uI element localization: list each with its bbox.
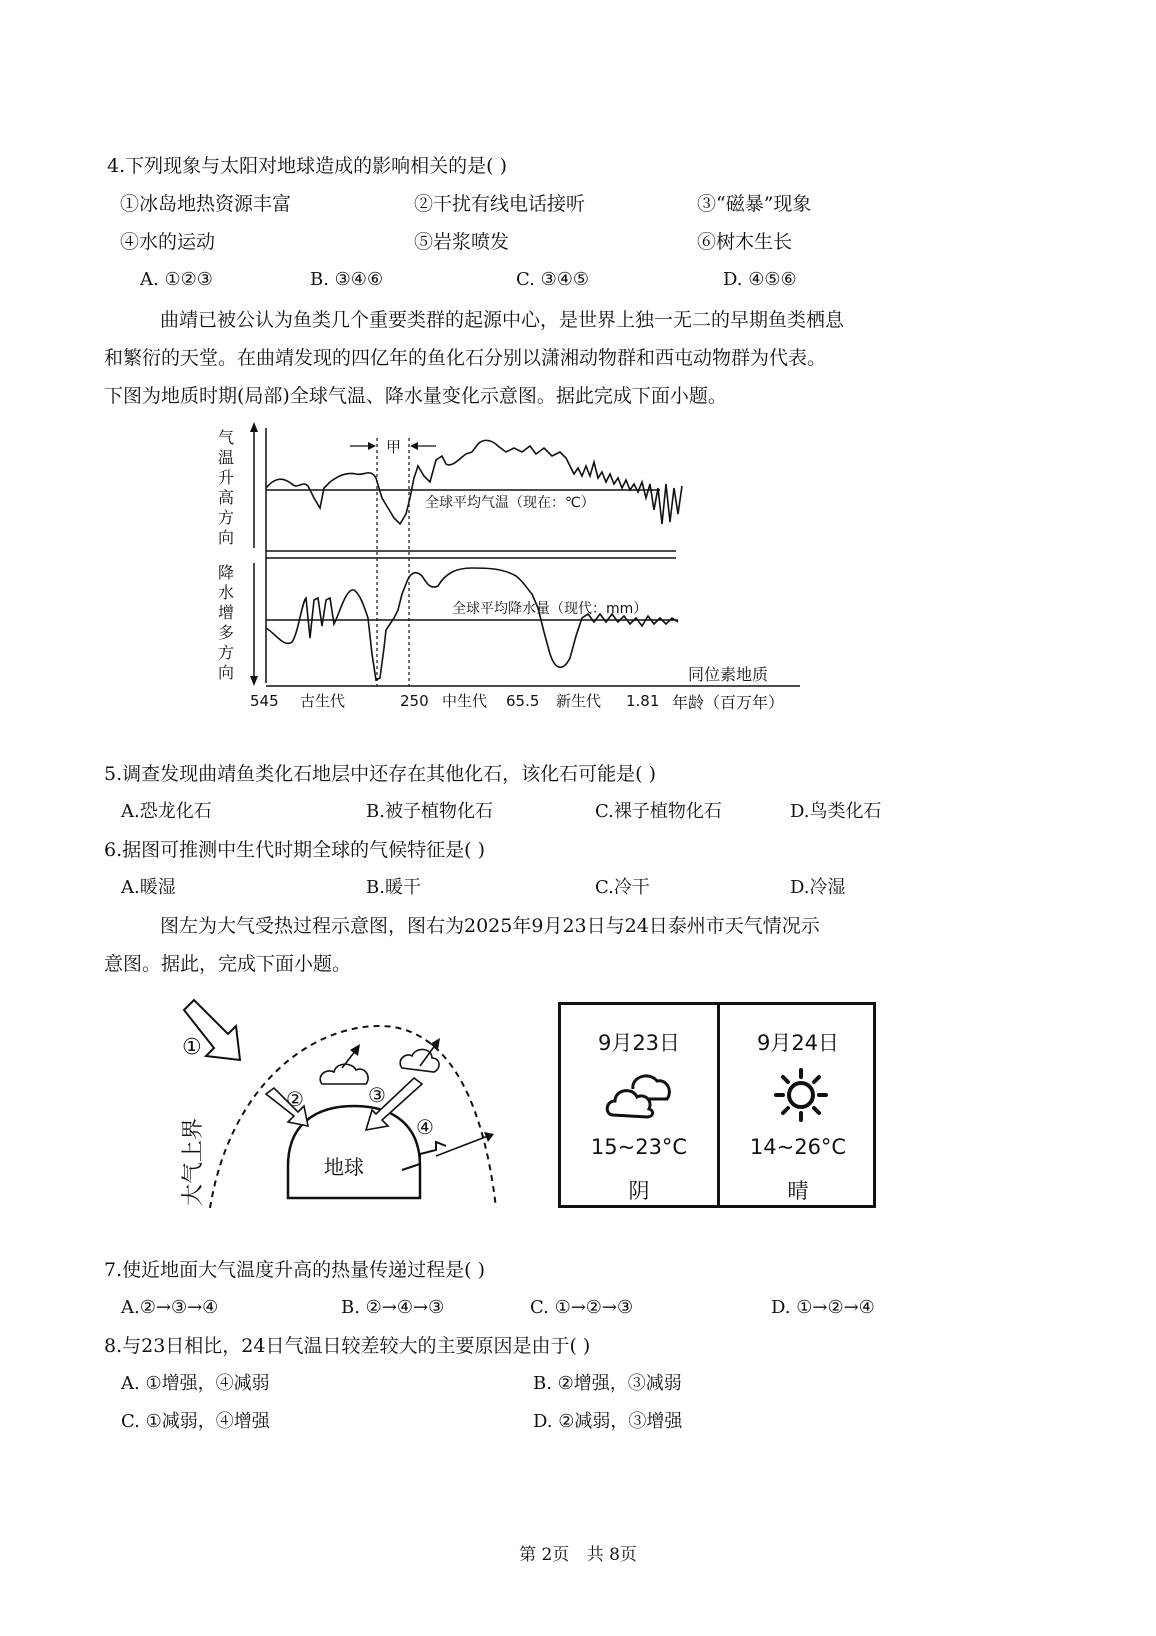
precip-axis-char: 方 [218,643,235,662]
q8-option-c[interactable]: C. ①减弱，④增强 [121,1411,270,1432]
q4-option-d[interactable]: D. ④⑤⑥ [723,269,797,290]
q6-option-c[interactable]: C.冷干 [595,877,650,898]
q8-option-a[interactable]: A. ①增强，④减弱 [121,1373,270,1394]
label-1: ① [182,1035,202,1060]
temp-curve-label: 全球平均气温（现在：℃） [425,495,595,511]
cloud-2-icon [400,1049,439,1072]
precipitation-curve [266,568,678,680]
x-axis-title-2: 年龄（百万年） [672,693,785,712]
day2-temp: 14~26°C [749,1135,847,1159]
tick-cenozoic: 新生代 [556,692,602,710]
q7-option-a[interactable]: A.②→③→④ [121,1297,219,1318]
label-4: ④ [416,1115,434,1139]
passage1-line3: 下图为地质时期(局部)全球气温、降水量变化示意图。据此完成下面小题。 [104,385,727,407]
q4-item-1: ①冰岛地热资源丰富 [120,193,292,215]
day1-temp: 15~23°C [590,1135,688,1159]
temp-axis-arrowhead [250,422,258,432]
q4-option-b[interactable]: B. ③④⑥ [310,269,384,290]
cloudy-icon [605,1069,675,1121]
tick-250: 250 [400,692,429,710]
tick-65-5: 65.5 [506,692,540,710]
precip-axis-char: 水 [218,583,235,602]
earth-label: 地球 [324,1155,364,1179]
cloud-1-icon [320,1064,368,1084]
day1-date: 9月23日 [597,1031,681,1055]
q5-option-b[interactable]: B.被子植物化石 [366,801,493,822]
temp-axis-char: 升 [218,468,235,487]
q5-stem: 5.调查发现曲靖鱼类化石地层中还存在其他化石，该化石可能是( ) [104,763,656,785]
earth-shape [288,1106,420,1198]
passage2-line1: 图左为大气受热过程示意图，图右为2025年9月23日与24日泰州市天气情况示 [160,915,820,937]
jia-arrowhead-right [410,442,418,450]
q4-option-a[interactable]: A. ①②③ [140,269,213,290]
page-footer [0,1540,1156,1565]
precip-axis-char: 多 [218,623,235,642]
page-number: 第 2页 [519,1545,570,1565]
precip-axis-label [218,563,234,682]
temp-axis-char: 方 [218,508,235,527]
atmosphere-heating-diagram [170,996,520,1226]
x-axis-ticks [250,692,659,710]
jia-arrowhead-left [368,442,376,450]
q7-option-c[interactable]: C. ①→②→③ [530,1297,634,1318]
temperature-curve [266,440,682,524]
tick-paleozoic: 古生代 [300,692,346,710]
passage1-line1: 曲靖已被公认为鱼类几个重要类群的起源中心，是世界上独一无二的早期鱼类栖息 [160,309,845,331]
q8-option-b[interactable]: B. ②增强，③减弱 [533,1373,682,1394]
q6-option-d[interactable]: D.冷湿 [790,877,846,898]
q6-stem: 6.据图可推测中生代时期全球的气候特征是( ) [104,839,485,861]
day2-date: 9月24日 [756,1031,840,1055]
tick-545: 545 [250,692,279,710]
temp-axis-char: 气 [218,428,235,447]
jia-label: 甲 [386,438,402,456]
temp-axis-char: 温 [218,448,235,467]
label-3: ③ [368,1083,386,1107]
temp-axis-char: 向 [218,528,235,547]
q4-stem: 4.下列现象与太阳对地球造成的影响相关的是( ) [107,155,507,177]
temp-axis-label [218,428,234,547]
label-2: ② [286,1087,304,1111]
precip-axis-char: 向 [218,663,235,682]
atmosphere-top-label: 大气上界 [181,1117,206,1206]
q4-item-4: ④水的运动 [120,231,216,253]
sunny-icon [773,1067,829,1123]
q5-option-c[interactable]: C.裸子植物化石 [595,801,722,822]
precip-curve-label: 全球平均降水量（现代：mm） [452,601,648,617]
precip-axis-char: 增 [218,603,235,622]
q8-option-d[interactable]: D. ②减弱，③增强 [533,1411,683,1432]
passage2-line2: 意图。据此，完成下面小题。 [104,953,352,975]
q4-item-5: ⑤岩浆喷发 [414,231,510,253]
day1-desc: 阴 [628,1179,650,1203]
q7-option-b[interactable]: B. ②→④→③ [341,1297,445,1318]
tick-1-81: 1.81 [626,692,660,710]
q5-option-a[interactable]: A.恐龙化石 [121,801,212,822]
x-axis-title-1: 同位素地质 [688,665,769,684]
reflection-arrowhead [350,1044,360,1056]
tick-mesozoic: 中生代 [442,692,488,710]
q8-stem: 8.与23日相比，24日气温日较差较大的主要原因是由于( ) [104,1335,591,1357]
q4-item-6: ⑥树木生长 [697,231,793,253]
temp-axis-char: 高 [218,488,235,507]
climate-change-chart [210,418,810,718]
q7-stem: 7.使近地面大气温度升高的热量传递过程是( ) [104,1259,485,1281]
q5-option-d[interactable]: D.鸟类化石 [790,801,882,822]
q4-item-2: ②干扰有线电话接听 [414,193,586,215]
q4-item-3: ③“磁暴”现象 [697,193,812,215]
page-total: 共 8页 [586,1545,637,1565]
q7-option-d[interactable]: D. ①→②→④ [771,1297,875,1318]
precip-axis-char: 降 [218,563,235,582]
weather-panel [558,1002,876,1208]
q6-option-a[interactable]: A.暖湿 [121,877,176,898]
q4-option-c[interactable]: C. ③④⑤ [516,269,589,290]
q6-option-b[interactable]: B.暖干 [366,877,421,898]
passage1-line2: 和繁衍的天堂。在曲靖发现的四亿年的鱼化石分别以潇湘动物群和西屯动物群为代表。 [104,347,827,369]
day2-desc: 晴 [787,1179,809,1203]
precip-axis-arrowhead [250,676,258,686]
